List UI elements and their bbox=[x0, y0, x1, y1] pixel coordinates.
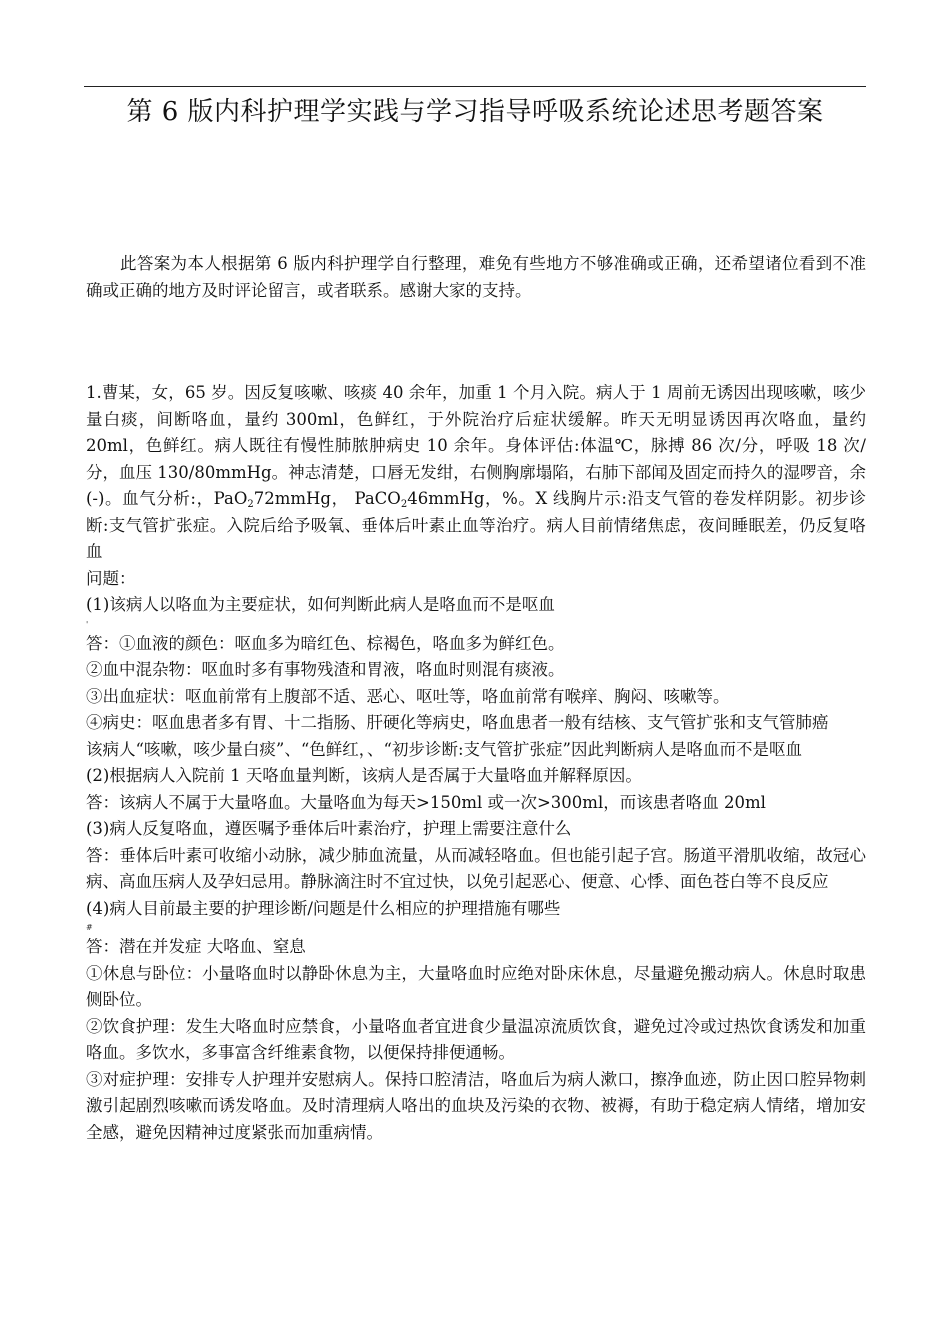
document-body bbox=[86, 380, 866, 1146]
question-2: (2)根据病人入院前 1 天咯血量判断，该病人是否属于大量咯血并解释原因。 bbox=[86, 766, 642, 785]
answer-1-conclusion: 该病人“咳嗽，咳少量白痰”、“色鲜红，、“初步诊断:支气管扩张症”因此判断病人是咯血而不是呕血 bbox=[86, 739, 802, 759]
answer-1-symptoms: ③出血症状：呕血前常有上腹部不适、恶心、呕吐等，咯血前常有喉痒、胸闷、咳嗽等。 bbox=[86, 686, 730, 706]
case-description bbox=[86, 380, 866, 566]
answer-2: 答：该病人不属于大量咯血。大量咯血为每天>150ml 或一次>300ml，而该患者咯血 20ml bbox=[86, 792, 766, 812]
case-subscript-1: 2 bbox=[247, 499, 254, 510]
questions-label: 问题： bbox=[86, 568, 136, 588]
answer-1-color: 答：①血液的颜色：呕血多为暗红色、棕褐色，咯血多为鲜红色。 bbox=[86, 633, 565, 653]
intro-paragraph: 此答案为本人根据第 6 版内科护理学自行整理，难免有些地方不够准确或正确，还希望诸位看到不准确或正确的地方及时评论留言，或者联系。感谢大家的支持。 bbox=[86, 254, 866, 300]
stray-mark-1: ' bbox=[86, 619, 89, 629]
answer-4-rest: ①休息与卧位：小量咯血时以静卧休息为主，大量咯血时应绝对卧床休息，尽量避免搬动病人。休息时取患侧卧位。 bbox=[86, 963, 866, 1009]
case-text-part-1: 1.曹某，女，65 岁。因反复咳嗽、咳痰 40 余年，加重 1 个月入院。病人于 1 周前无诱因出现咳嗽，咳少量白痰，间断咯血，量约 300ml，色鲜红，于外院治疗后症状缓解。昨天无明显诱因再次咯血，量约 20ml，色鲜红。病人既往有慢性肺脓肿病史 10 余年。身体评估:体温℃，脉搏 86 次/分，呼吸 18 次/分，血压 130/80mmHg。神志清楚，口唇无发绀，右侧胸廓塌陷，右肺下部闻及固定而持久的湿啰音，余(-)。血气分析:，PaO bbox=[86, 383, 866, 508]
answer-1-history: ④病史：呕血患者多有胃、十二指肠、肝硬化等病史，咯血患者一般有结核、支气管扩张和支气管肺癌 bbox=[86, 713, 829, 732]
stray-mark-2: # bbox=[86, 923, 93, 932]
case-subscript-2: 2 bbox=[400, 499, 408, 510]
answer-4-diet: ②饮食护理：发生大咯血时应禁食，小量咯血者宜进食少量温凉流质饮食，避免过冷或过热饮食诱发和加重咯血。多饮水，多事富含纤维素食物，以便保持排便通畅。 bbox=[86, 1016, 866, 1062]
question-3: (3)病人反复咯血，遵医嘱予垂体后叶素治疗，护理上需要注意什么 bbox=[86, 819, 572, 838]
answer-1-mixture: ②血中混杂物：呕血时多有事物残渣和胃液，咯血时则混有痰液。 bbox=[86, 660, 565, 679]
question-1: (1)该病人以咯血为主要症状，如何判断此病人是咯血而不是呕血 bbox=[86, 595, 555, 614]
answer-3: 答：垂体后叶素可收缩小动脉，减少肺血流量，从而减轻咯血。但也能引起子宫。肠道平滑肌收缩，故冠心病、高血压病人及孕妇忌用。静脉滴注时不宜过快，以免引起恶心、便意、心悸、面色苍白等不良反应 bbox=[86, 845, 866, 891]
answer-4-symptomatic-care: ③对症护理：安排专人护理并安慰病人。保持口腔清洁，咯血后为病人漱口，擦净血迹，防止因口腔异物刺激引起剧烈咳嗽而诱发咯血。及时清理病人咯出的血块及污染的衣物、被褥，有助于稳定病人情绪，增加安全感，避免因精神过度紧张而加重病情。 bbox=[86, 1069, 866, 1142]
case-text-part-3: 46mmHg，%。X 线胸片示:沿支气管的卷发样阴影。初步诊断:支气管扩张症。入院后给予吸氧、垂体后叶素止血等治疗。病人目前情绪焦虑，夜间睡眠差，仍反复咯血 bbox=[86, 489, 866, 561]
header-rule bbox=[84, 86, 866, 87]
question-4: (4)病人目前最主要的护理诊断/问题是什么相应的护理措施有哪些 bbox=[86, 898, 561, 918]
document-title: 第 6 版内科护理学实践与学习指导呼吸系统论述思考题答案 bbox=[126, 97, 824, 127]
answer-4-diagnosis: 答：潜在并发症 大咯血、窒息 bbox=[86, 937, 306, 956]
case-text-part-2: 72mmHg， PaCO bbox=[253, 489, 401, 508]
